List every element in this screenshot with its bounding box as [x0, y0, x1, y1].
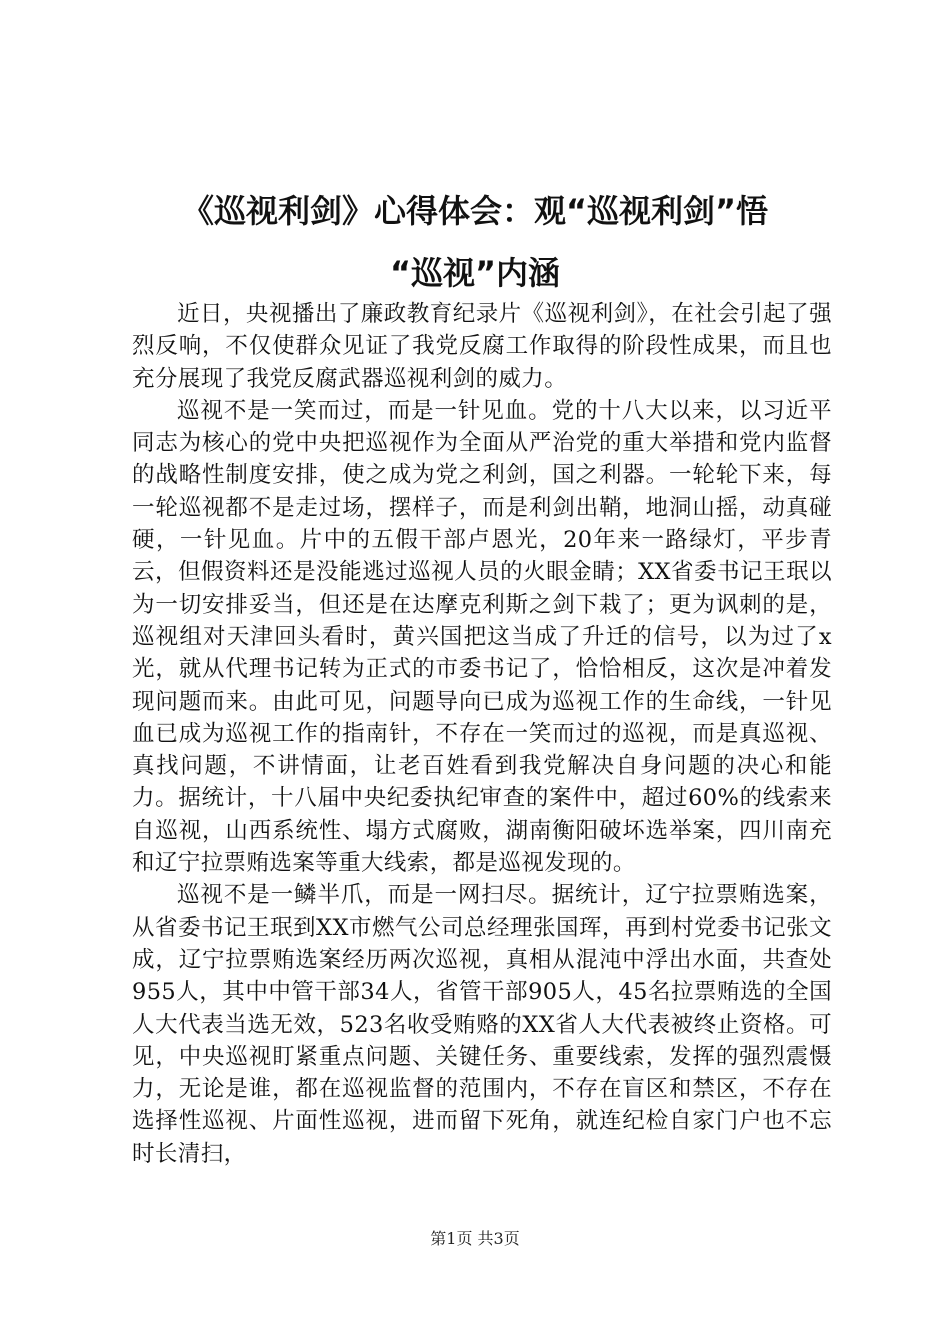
paragraph: 巡视不是一笑而过，而是一针见血。党的十八大以来，以习近平同志为核心的党中央把巡视作为全面从严治党的重大举措和党内监督的战略性制度安排，使之成为党之利剑，国之利器。一轮轮下来，每一轮巡视都不是走过场，摆样子，而是利剑出鞘，地洞山摇，动真碰硬，一针见血。片中的五假干部卢恩光，20年来一路绿灯，平步青云，但假资料还是没能逃过巡视人员的火眼金睛；XX省委书记王珉以为一切安排妥当，但还是在达摩克利斯之剑下栽了；更为讽刺的是，巡视组对天津回头看时，黄兴国把这当成了升迁的信号，以为过了x光，就从代理书记转为正式的市委书记了，恰恰相反，这次是冲着发现问题而来。由此可见，问题导向已成为巡视工作的生命线，一针见血已成为巡视工作的指南针，不存在一笑而过的巡视，而是真巡视、真找问题，不讲情面，让老百姓看到我党解决自身问题的决心和能力。据统计，十八届中央纪委执纪审查的案件中，超过60%的线索来自巡视，山西系统性、塌方式腐败，湖南衡阳破坏选举案，四川南充和辽宁拉票贿选案等重大线索，都是巡视发现的。 — [132, 397, 832, 877]
title-line-2: “巡视”内涵 — [389, 254, 561, 292]
title-line-1: 《巡视利剑》心得体会：观“巡视利剑”悟 — [181, 192, 769, 230]
document-title — [100, 180, 850, 304]
document-body — [132, 298, 832, 1170]
paragraph: 巡视不是一鳞半爪，而是一网扫尽。据统计，辽宁拉票贿选案，从省委书记王珉到XX市燃气公司总经理张国珲，再到村党委书记张文成，辽宁拉票贿选案经历两次巡视，真相从混沌中浮出水面，共查处955人，其中中管干部34人，省管干部905人，45名拉票贿选的全国人大代表当选无效，523名收受贿赂的XX省人大代表被终止资格。可见，中央巡视盯紧重点问题、关键任务、重要线索，发挥的强烈震慑力，无论是谁，都在巡视监督的范围内，不存在盲区和禁区，不存在选择性巡视、片面性巡视，进而留下死角，就连纪检自家门户也不忘时长清扫， — [132, 882, 832, 1167]
page-footer: 第1页 共3页 — [430, 1229, 520, 1248]
paragraph: 近日，央视播出了廉政教育纪录片《巡视利剑》，在社会引起了强烈反响，不仅使群众见证了我党反腐工作取得的阶段性成果，而且也充分展现了我党反腐武器巡视利剑的威力。 — [132, 301, 832, 392]
